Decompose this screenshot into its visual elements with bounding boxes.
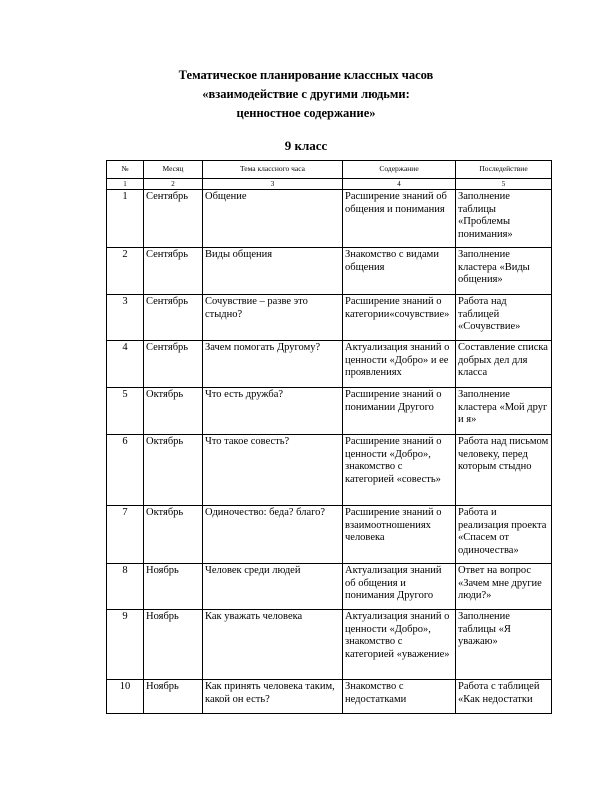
row-content: Расширение знаний о понимании Другого	[343, 388, 456, 435]
table-row	[107, 506, 552, 564]
row-topic: Что есть дружба?	[203, 388, 343, 435]
row-topic: Как принять человека таким, какой он есть?	[203, 680, 343, 714]
table-row	[107, 388, 552, 435]
row-topic: Как уважать человека	[203, 610, 343, 680]
table-row	[107, 435, 552, 506]
row-number: 2	[107, 248, 144, 295]
row-number: 3	[107, 295, 144, 341]
header-topic: Тема классного часа	[203, 161, 343, 179]
row-month: Ноябрь	[144, 610, 203, 680]
grade-heading: 9 класс	[284, 138, 328, 153]
row-after: Работа над таблицей «Сочувствие»	[456, 295, 552, 341]
row-topic: Виды общения	[203, 248, 343, 295]
column-number: 4	[343, 179, 456, 190]
header-row	[107, 161, 552, 179]
row-content: Актуализация знаний о ценности «Добро», знакомство с категорией «уважение»	[343, 610, 456, 680]
row-number: 6	[107, 435, 144, 506]
table-row	[107, 248, 552, 295]
row-content: Расширение знаний о ценности «Добро», знакомство с категорией «совесть»	[343, 435, 456, 506]
row-topic: Сочувствие – разве это стыдно?	[203, 295, 343, 341]
column-number: 5	[456, 179, 552, 190]
row-after: Заполнение таблицы «Проблемы понимания»	[456, 190, 552, 248]
row-month: Ноябрь	[144, 564, 203, 610]
column-number-row	[107, 179, 552, 190]
row-topic: Общение	[203, 190, 343, 248]
row-after: Заполнение таблицы «Я уважаю»	[456, 610, 552, 680]
row-content: Расширение знаний о категории«сочувствие»	[343, 295, 456, 341]
row-content: Расширение знаний об общения и понимания	[343, 190, 456, 248]
row-after: Ответ на вопрос «Зачем мне другие люди?»	[456, 564, 552, 610]
column-number: 3	[203, 179, 343, 190]
table-row	[107, 190, 552, 248]
row-after: Заполнение кластера «Мой друг и я»	[456, 388, 552, 435]
row-after: Составление списка добрых дел для класса	[456, 341, 552, 388]
row-topic: Одиночество: беда? благо?	[203, 506, 343, 564]
row-content: Актуализация знаний о ценности «Добро» и ее проявлениях	[343, 341, 456, 388]
plan-table	[106, 160, 552, 714]
title-line-3: ценностное содержание»	[236, 106, 376, 120]
row-topic: Зачем помогать Другому?	[203, 341, 343, 388]
header-number: №	[107, 161, 144, 179]
header-content: Содержание	[343, 161, 456, 179]
title-line-2: «взаимодействие с другими людьми:	[202, 87, 410, 101]
row-month: Сентябрь	[144, 341, 203, 388]
row-topic: Что такое совесть?	[203, 435, 343, 506]
row-after: Работа с таблицей «Как недостатки	[456, 680, 552, 714]
document-title	[0, 66, 612, 123]
row-number: 10	[107, 680, 144, 714]
header-after: Последействие	[456, 161, 552, 179]
row-month: Сентябрь	[144, 295, 203, 341]
header-month: Месяц	[144, 161, 203, 179]
row-number: 4	[107, 341, 144, 388]
column-number: 1	[107, 179, 144, 190]
row-topic: Человек среди людей	[203, 564, 343, 610]
row-number: 9	[107, 610, 144, 680]
table-row	[107, 564, 552, 610]
row-content: Знакомство с недостатками	[343, 680, 456, 714]
row-month: Октябрь	[144, 388, 203, 435]
table-row	[107, 341, 552, 388]
row-content: Знакомство с видами общения	[343, 248, 456, 295]
table-row	[107, 610, 552, 680]
table-row	[107, 680, 552, 714]
row-month: Ноябрь	[144, 680, 203, 714]
row-after: Работа и реализация проекта «Спасем от одиночества»	[456, 506, 552, 564]
row-number: 7	[107, 506, 144, 564]
row-month: Октябрь	[144, 506, 203, 564]
row-content: Актуализация знаний об общения и понимания Другого	[343, 564, 456, 610]
row-month: Сентябрь	[144, 190, 203, 248]
row-after: Заполнение кластера «Виды общения»	[456, 248, 552, 295]
table-row	[107, 295, 552, 341]
row-number: 1	[107, 190, 144, 248]
column-number: 2	[144, 179, 203, 190]
row-content: Расширение знаний о взаимоотношениях человека	[343, 506, 456, 564]
row-after: Работа над письмом человеку, перед которым стыдно	[456, 435, 552, 506]
row-number: 5	[107, 388, 144, 435]
row-month: Сентябрь	[144, 248, 203, 295]
row-number: 8	[107, 564, 144, 610]
title-line-1: Тематическое планирование классных часов	[178, 68, 434, 82]
row-month: Октябрь	[144, 435, 203, 506]
